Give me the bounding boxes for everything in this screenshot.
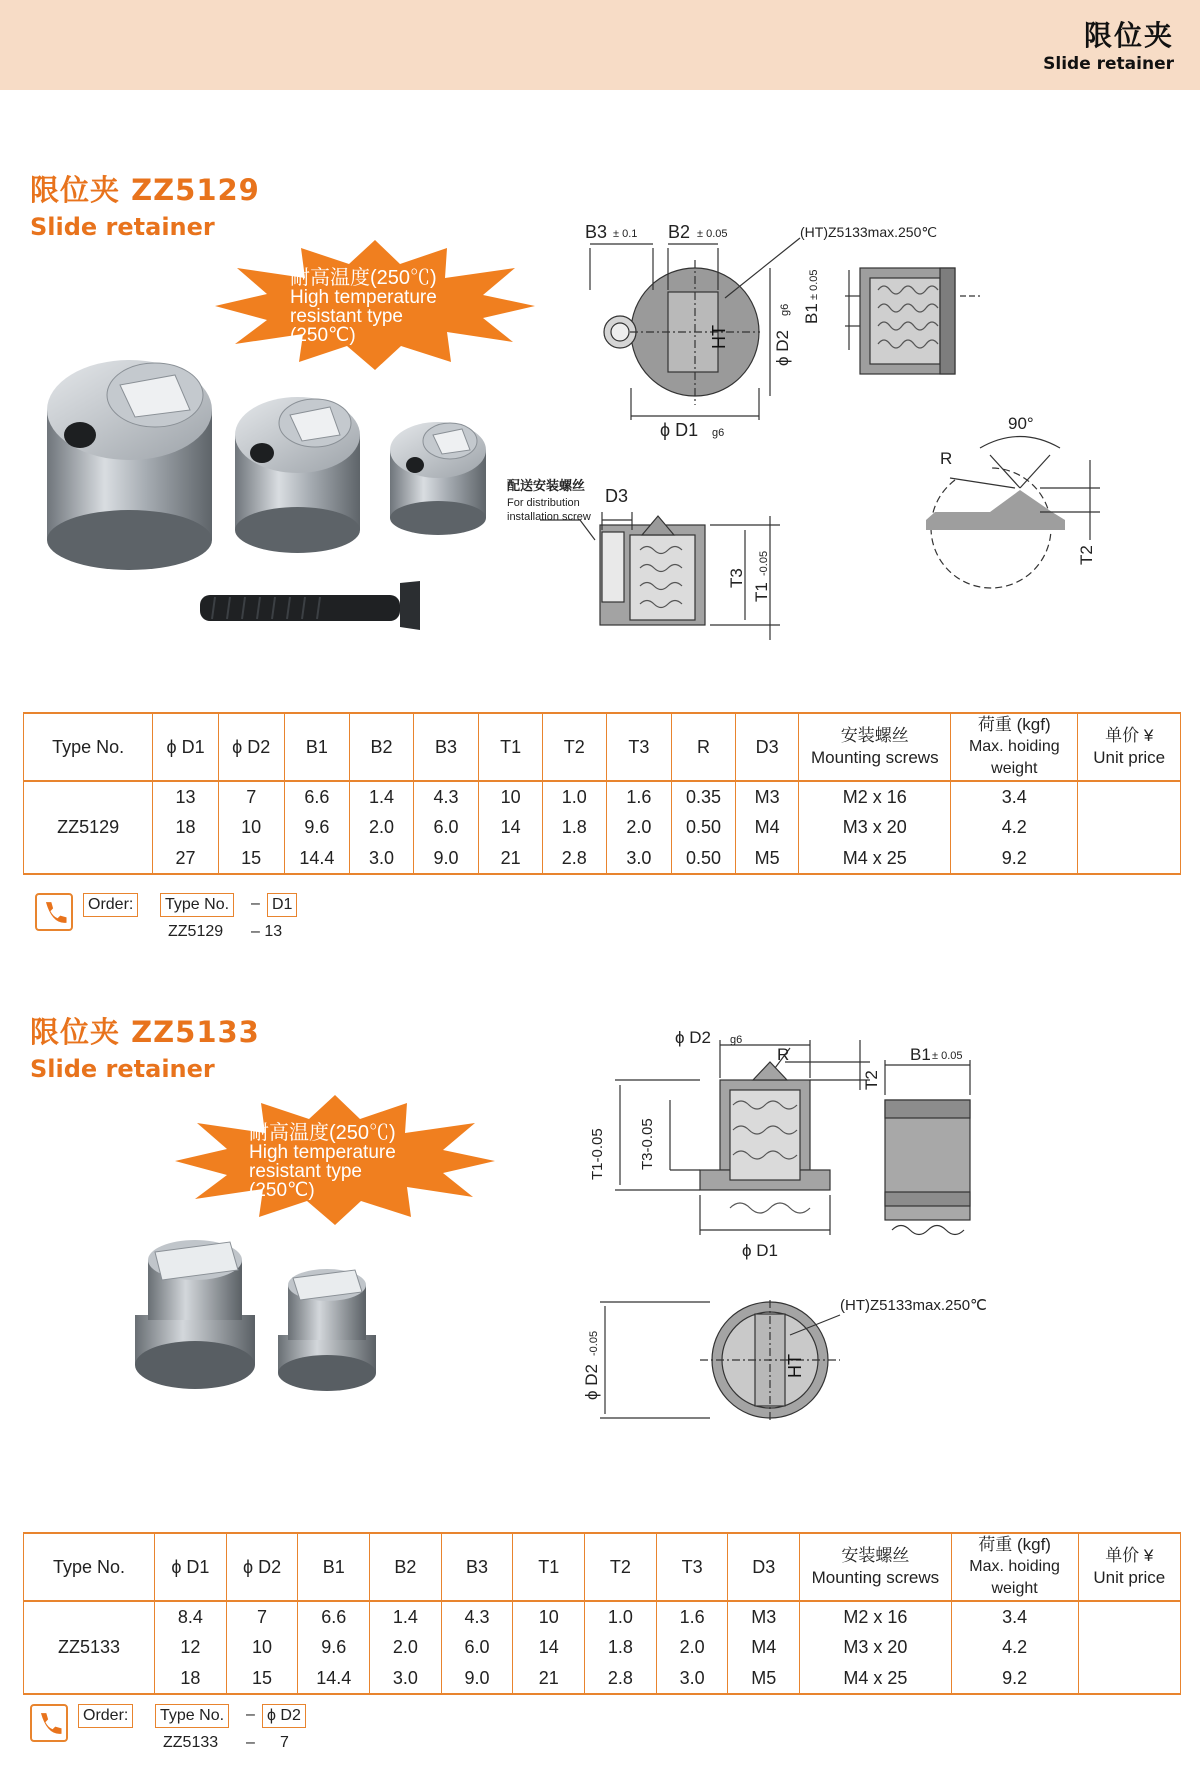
col-t1: T1 [513,1533,585,1601]
col-t3: T3 [606,713,672,781]
header-title-en: Slide retainer [1043,54,1174,74]
section1-title [30,168,260,241]
cell: 2.0 [656,1632,728,1663]
label-d1: ϕ D1 [742,1241,778,1260]
cell: 14.4 [284,843,350,874]
cell: 9.0 [413,843,479,874]
order-example-type: ZZ5133 [163,1734,219,1751]
cell: M2 x 16 [799,781,951,812]
cell: 15 [226,1663,298,1694]
cell [1078,1663,1180,1694]
burst-line: High temperature [290,287,437,308]
cell: M4 [735,812,799,843]
cell: 3.0 [350,843,414,874]
col-b1: B1 [284,713,350,781]
burst-line: (250℃) [290,325,356,346]
cell: 12 [155,1632,227,1663]
label-t2: T2 [1077,545,1096,565]
cell: 9.6 [298,1632,370,1663]
cell: 2.0 [350,812,414,843]
order-example-val: – 13 [251,923,283,940]
label-t1: T1 [752,582,771,602]
cell: 3.4 [951,781,1078,812]
cell: 9.2 [951,1663,1078,1694]
cell [1078,812,1181,843]
order-param-box: ϕ D2 [262,1704,306,1728]
col-b2: B2 [370,1533,442,1601]
col-type: Type No. [24,713,153,781]
price-zh: 单价 ¥ [1105,1546,1154,1565]
retainer-photo [40,355,510,645]
table-row [24,1663,1181,1694]
header-title-zh: 限位夹 [1083,19,1174,52]
cell: 1.6 [656,1601,728,1632]
col-d3: D3 [735,713,799,781]
label-ht-note: (HT)Z5133max.250℃ [800,224,938,240]
cell: 4.2 [951,1632,1078,1663]
label-b2: B2 [668,222,691,242]
cell: 2.8 [542,843,606,874]
technical-drawing [580,1030,1140,1450]
col-t2: T2 [585,1533,657,1601]
cell: M4 x 25 [800,1663,952,1694]
type-cell: ZZ5129 [24,781,153,874]
price-en: Unit price [1093,1568,1166,1587]
cell: 18 [155,1663,227,1694]
burst-line: resistant type [249,1161,362,1182]
col-mounting [799,713,951,781]
load-en: Max. hoiding weight [969,1558,1060,1597]
section2-title-en: Slide retainer [30,1055,215,1083]
cell: M3 x 20 [800,1632,952,1663]
cell: M3 [735,781,799,812]
label-d2b-tol: -0.05 [588,1330,600,1356]
order-type-box: Type No. [160,893,234,917]
label-b1: B1 [910,1045,931,1064]
col-price [1078,713,1181,781]
cell: M3 [728,1601,800,1632]
cell: 3.4 [951,1601,1078,1632]
burst-line: High temperature [249,1142,396,1163]
price-en: Unit price [1093,748,1166,767]
order-block-2 [30,1704,330,1760]
section2-title-zh: 限位夹 ZZ5133 [30,1015,260,1049]
cell: 13 [153,781,219,812]
label-d2b: ϕ D2 [582,1364,601,1400]
phone-icon [30,1704,68,1742]
table-header-row [24,1533,1181,1601]
label-b1-tol: ± 0.05 [808,269,820,300]
cell: 15 [218,843,284,874]
cell: M4 x 25 [799,843,951,874]
label-t3: T3-0.05 [639,1118,656,1170]
col-load [951,1533,1078,1601]
cell: 4.3 [441,1601,513,1632]
label-b3: B3 [585,222,608,242]
col-type: Type No. [24,1533,155,1601]
cell: 6.6 [298,1601,370,1632]
cell: 1.6 [606,781,672,812]
col-d2: ϕ D2 [226,1533,298,1601]
col-r: R [672,713,736,781]
col-d2: ϕ D2 [218,713,284,781]
cell: 10 [479,781,543,812]
spec-table-zz5129 [23,712,1181,875]
order-type-box: Type No. [155,1704,229,1728]
label-t1: T1-0.05 [589,1128,606,1180]
label-b2-tol: ± 0.05 [697,228,728,240]
screw-photo [200,581,420,630]
table-row [24,812,1181,843]
cell: 9.6 [284,812,350,843]
label-angle: 90° [1008,414,1034,433]
col-b2: B2 [350,713,414,781]
label-t1-tol: -0.05 [758,550,770,576]
table-row [24,843,1181,874]
type-cell: ZZ5133 [24,1601,155,1694]
cell: 21 [513,1663,585,1694]
label-b1-tol: ± 0.05 [932,1050,963,1062]
cell: 1.4 [370,1601,442,1632]
label-b1: B1 [802,303,821,324]
burst-line: (250℃) [249,1180,315,1201]
label-d2: ϕ D2 [675,1028,711,1047]
cell: 3.0 [606,843,672,874]
col-d1: ϕ D1 [153,713,219,781]
cell: 14 [513,1632,585,1663]
cell: 6.0 [413,812,479,843]
order-block-1 [35,893,335,943]
cell: 10 [513,1601,585,1632]
order-dash: – [251,895,260,912]
burst-line: 耐高温度(250℃) [249,1122,396,1144]
cell: 1.0 [585,1601,657,1632]
label-screw-en1: For distribution [507,497,580,509]
cell: 9.2 [951,843,1078,874]
order-example-val: 7 [280,1734,289,1751]
burst-text-1 [290,269,437,345]
cell: 21 [479,843,543,874]
load-zh: 荷重 (kgf) [977,715,1051,734]
order-label: Order: [78,1704,133,1728]
load-en: Max. hoiding weight [968,738,1060,777]
label-ht-note: (HT)Z5133max.250℃ [840,1297,987,1314]
col-d3: D3 [728,1533,800,1601]
order-param-box: D1 [267,893,297,917]
table-row [24,781,1181,812]
label-r: R [940,449,953,468]
label-screw-en2: installation screw [507,511,591,523]
table-row [24,1632,1181,1663]
mount-en: Mounting screws [811,1568,940,1587]
table-row [24,1601,1181,1632]
col-d1: ϕ D1 [155,1533,227,1601]
section1-title-zh: 限位夹 ZZ5129 [30,173,260,207]
cell: 7 [218,781,284,812]
cell [1078,781,1181,812]
label-d2: ϕ D2 [773,330,792,366]
col-price [1078,1533,1180,1601]
cell [1078,1632,1180,1663]
label-r: R [777,1045,790,1064]
cell: M2 x 16 [800,1601,952,1632]
cell: 1.0 [542,781,606,812]
cell: 1.8 [542,812,606,843]
price-zh: 单价 ¥ [1105,726,1154,745]
cell: M4 [728,1632,800,1663]
col-t3: T3 [656,1533,728,1601]
label-t2: T2 [862,1070,881,1090]
order-label: Order: [83,893,138,917]
label-d2-tol: g6 [730,1034,743,1046]
col-b1: B1 [298,1533,370,1601]
technical-drawing [507,220,1180,650]
col-t1: T1 [479,713,543,781]
mount-zh: 安装螺丝 [840,726,909,745]
label-d1-tol: g6 [712,427,725,439]
cell: 6.6 [284,781,350,812]
cell: 6.0 [441,1632,513,1663]
cell: 1.8 [585,1632,657,1663]
cell: 27 [153,843,219,874]
col-b3: B3 [413,713,479,781]
cell: M5 [735,843,799,874]
cell: 18 [153,812,219,843]
label-b3-tol: ± 0.1 [613,228,638,240]
label-ht: HT [785,1354,805,1378]
cell: 0.35 [672,781,736,812]
cell: 3.0 [656,1663,728,1694]
retainer-photo [130,1240,390,1410]
cell: 10 [226,1632,298,1663]
mount-zh: 安装螺丝 [841,1546,910,1565]
cell: 2.8 [585,1663,657,1694]
order-dash: – [246,1706,255,1723]
cell: 14 [479,812,543,843]
cell: 7 [226,1601,298,1632]
burst-line: resistant type [290,306,403,327]
order-example-type: ZZ5129 [168,923,224,940]
cell: M5 [728,1663,800,1694]
label-d2-tol: g6 [779,303,791,316]
col-t2: T2 [542,713,606,781]
label-screw-zh: 配送安装螺丝 [507,478,586,493]
cell: M3 x 20 [799,812,951,843]
phone-icon [35,893,73,931]
cell: 2.0 [606,812,672,843]
cell: 4.2 [951,812,1078,843]
label-d3: D3 [605,486,629,506]
label-ht: HT [709,325,729,349]
cell: 2.0 [370,1632,442,1663]
cell: 1.4 [350,781,414,812]
col-load [951,713,1078,781]
cell: 9.0 [441,1663,513,1694]
burst-text-2 [249,1124,396,1200]
col-mounting [800,1533,952,1601]
section1-title-en: Slide retainer [30,213,215,241]
load-zh: 荷重 (kgf) [978,1535,1051,1554]
label-d1: ϕ D1 [660,420,699,440]
cell: 0.50 [672,812,736,843]
label-t3: T3 [727,568,746,588]
cell [1078,1601,1180,1632]
burst-line: 耐高温度(250℃) [290,267,437,289]
section2-title [30,1010,260,1083]
cell: 3.0 [370,1663,442,1694]
cell: 4.3 [413,781,479,812]
cell: 14.4 [298,1663,370,1694]
cell: 8.4 [155,1601,227,1632]
mount-en: Mounting screws [811,748,939,767]
order-example-dash: – [246,1734,255,1751]
cell [1078,843,1181,874]
cell: 0.50 [672,843,736,874]
table-header-row [24,713,1181,781]
page-header [0,0,1200,90]
cell: 10 [218,812,284,843]
spec-table-zz5133 [23,1532,1181,1695]
col-b3: B3 [441,1533,513,1601]
